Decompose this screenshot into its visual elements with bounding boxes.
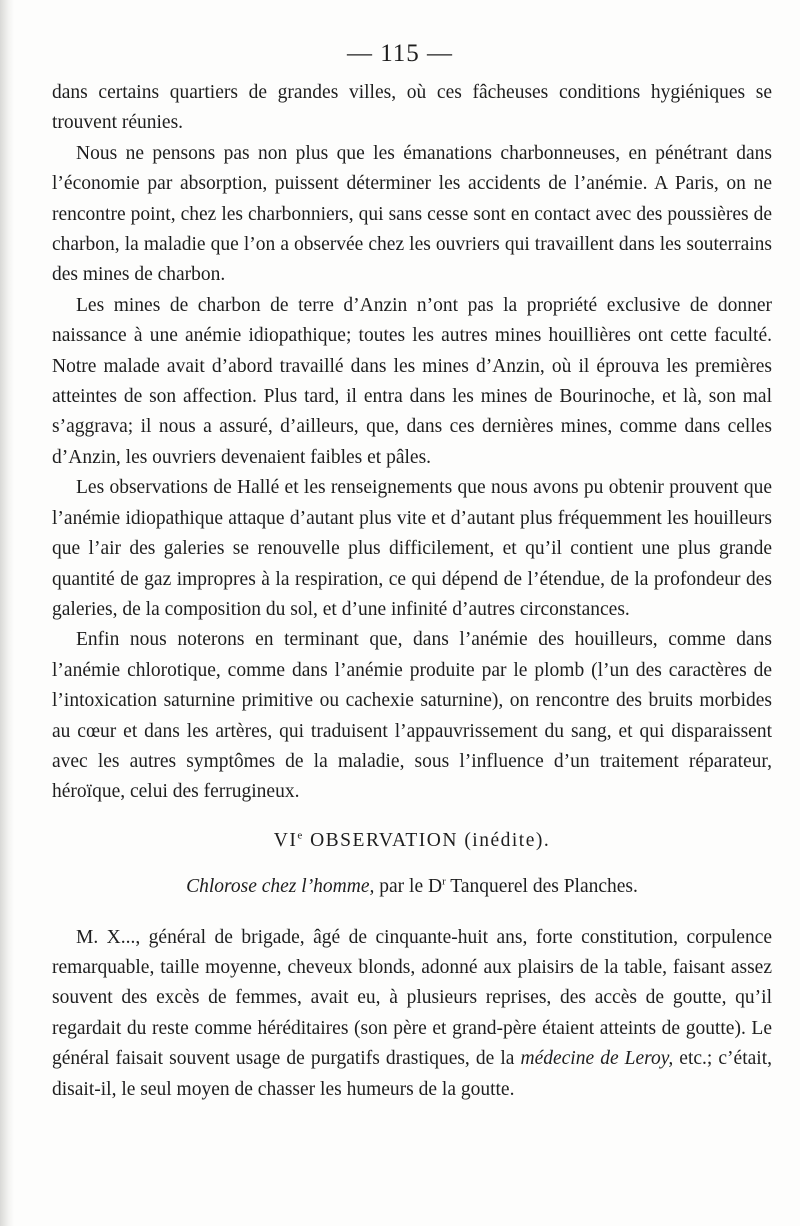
- paragraph-charbon: Nous ne pensons pas non plus que les émanations charbonneuses, en pénétrant dans l’économie par absorption, puissent déterminer les accidents de l’anémie. A Paris, on ne rencontre point, chez les charbonniers, qui sans cesse sont en contact avec des poussières de charbon, la maladie que l’on a observée chez les ouvriers qui travaillent dans les souterrains des mines de charbon.: [52, 142, 772, 286]
- paragraph-case: [52, 923, 772, 1105]
- paragraph-anzin: Les mines de charbon de terre d’Anzin n’ont pas la propriété exclusive de donner naissance à une anémie idiopathique; toutes les autres mines houillières ont cette faculté. Notre malade avait d’abord travaillé dans les mines d’Anzin, où il éprouva les premières atteintes de son affection. Plus tard, il entra dans les mines de Bourinoche, et là, son mal s’aggrava; il nous a assuré, d’ailleurs, que, dans ces dernières mines, comme dans celles d’Anzin, les ouvriers devenaient faibles et pâles.: [52, 294, 772, 468]
- observation-numeral-sup: e: [297, 829, 304, 842]
- subtitle-italic: Chlorose chez l’homme,: [186, 876, 375, 898]
- page-number: — 115 —: [346, 40, 454, 67]
- case-text-2: etc.; c’était, disait-il, le seul moyen de chasser les humeurs de la goutte.: [52, 1048, 772, 1100]
- paragraph-enfin: Enfin nous noterons en terminant que, dans l’anémie des houilleurs, comme dans l’anémie chlorotique, comme dans l’anémie produite par le plomb (l’un des caractères de l’intoxication saturnine primitive ou cachexie saturnine), on rencontre des bruits morbides au cœur et dans les artères, qui traduisent l’appauvrissement du sang, et qui disparaissent avec les autres symptômes de la maladie, sous l’influence d’un traitement réparateur, héroïque, celui des ferrugineux.: [52, 629, 772, 803]
- binding-gutter: [0, 0, 14, 1226]
- observation-numeral: VI: [273, 829, 298, 851]
- case-text-1: M. X..., général de brigade, âgé de cinquante-huit ans, forte constitution, corpulence remarquable, taille moyenne, cheveux blonds, adonné aux plaisirs de la table, faisant assez souvent des excès de femmes, avait eu, à plusieurs reprises, des accès de goutte, qu’il regardait du reste comme héréditaires (son père et grand-père étaient atteints de goutte). Le général faisait souvent usage de purgatifs drastiques, de la: [52, 926, 772, 1070]
- page-body: [52, 78, 772, 1105]
- observation-heading: [52, 826, 772, 856]
- subtitle-sup: r: [442, 875, 446, 888]
- observation-subtitle: [52, 872, 772, 902]
- paragraph-intro: dans certains quartiers de grandes villes, où ces fâcheuses conditions hygiéniques se trouvent réunies.: [52, 82, 772, 134]
- subtitle-author-prefix: par le D: [374, 876, 443, 898]
- paragraph-halle: Les observations de Hallé et les renseignements que nous avons pu obtenir prouvent que l’anémie idiopathique attaque d’autant plus vite et d’autant plus fréquemment les houilleurs que l’air des galeries se renouvelle plus difficilement, et qu’il contient une plus grande quantité de gaz impropres à la respiration, ce qui dépend de l’étendue, de la profondeur des galeries, de la composition du sol, et d’une infinité d’autres circonstances.: [52, 477, 772, 620]
- subtitle-author: Tanquerel des Planches.: [445, 876, 638, 898]
- observation-title: OBSERVATION (inédite).: [303, 829, 551, 851]
- case-text-italic: médecine de Leroy,: [520, 1048, 674, 1070]
